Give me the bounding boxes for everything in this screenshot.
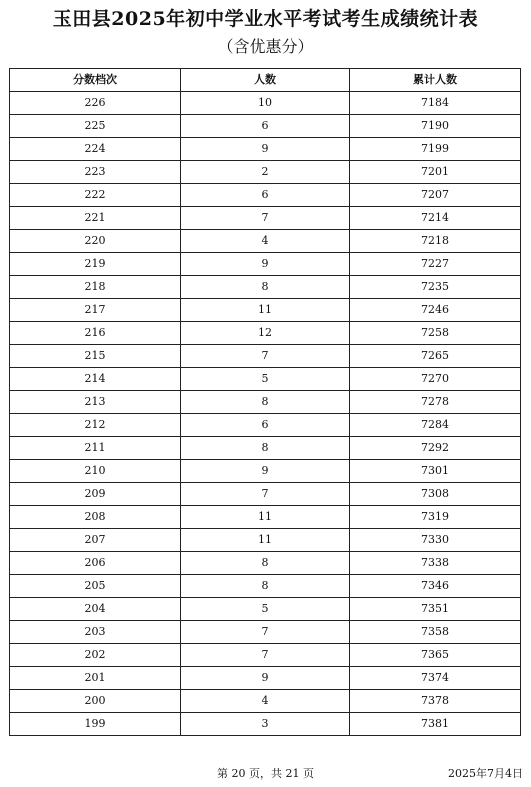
table-row [10,230,521,253]
count-cell: 9 [181,667,350,690]
count-cell: 12 [181,322,350,345]
count-cell: 5 [181,598,350,621]
score-band-cell: 210 [10,460,181,483]
table-row [10,690,521,713]
cumulative-cell: 7338 [350,552,521,575]
score-band-cell: 213 [10,391,181,414]
score-band-cell: 218 [10,276,181,299]
cumulative-cell: 7378 [350,690,521,713]
table-row [10,529,521,552]
cumulative-cell: 7184 [350,92,521,115]
table-row [10,345,521,368]
score-band-cell: 226 [10,92,181,115]
count-cell: 7 [181,621,350,644]
score-band-cell: 224 [10,138,181,161]
cumulative-cell: 7319 [350,506,521,529]
count-cell: 9 [181,460,350,483]
document-title: 玉田县2025年初中学业水平考试考生成绩统计表 [52,8,479,30]
count-cell: 11 [181,299,350,322]
cumulative-cell: 7292 [350,437,521,460]
score-band-cell: 206 [10,552,181,575]
cumulative-cell: 7365 [350,644,521,667]
table-row [10,621,521,644]
table-row [10,414,521,437]
count-cell: 9 [181,138,350,161]
count-cell: 7 [181,483,350,506]
count-cell: 10 [181,92,350,115]
score-band-cell: 208 [10,506,181,529]
score-band-cell: 216 [10,322,181,345]
count-cell: 9 [181,253,350,276]
score-band-cell: 204 [10,598,181,621]
score-band-cell: 214 [10,368,181,391]
score-band-cell: 202 [10,644,181,667]
count-cell: 11 [181,529,350,552]
score-band-cell: 201 [10,667,181,690]
score-band-cell: 200 [10,690,181,713]
score-band-cell: 211 [10,437,181,460]
table-header [10,69,521,92]
cumulative-cell: 7301 [350,460,521,483]
cumulative-cell: 7218 [350,230,521,253]
cumulative-cell: 7207 [350,184,521,207]
cumulative-cell: 7346 [350,575,521,598]
score-band-cell: 219 [10,253,181,276]
column-header-cumulative: 累计人数 [350,69,521,92]
page-number: 第 20 页，共 21 页 [217,767,314,780]
count-cell: 7 [181,644,350,667]
table-row [10,460,521,483]
table-row [10,598,521,621]
cumulative-cell: 7214 [350,207,521,230]
table-row [10,253,521,276]
cumulative-cell: 7201 [350,161,521,184]
count-cell: 7 [181,207,350,230]
table-row [10,276,521,299]
cumulative-cell: 7351 [350,598,521,621]
table-row [10,299,521,322]
cumulative-cell: 7246 [350,299,521,322]
table-body [10,92,521,736]
cumulative-cell: 7235 [350,276,521,299]
count-cell: 3 [181,713,350,736]
count-cell: 5 [181,368,350,391]
cumulative-cell: 7358 [350,621,521,644]
cumulative-cell: 7227 [350,253,521,276]
count-cell: 8 [181,552,350,575]
document-subtitle: （含优惠分） [217,37,314,56]
column-header-count: 人数 [181,69,350,92]
count-cell: 2 [181,161,350,184]
table-row [10,667,521,690]
score-band-cell: 223 [10,161,181,184]
count-cell: 6 [181,184,350,207]
count-cell: 6 [181,414,350,437]
table-row [10,138,521,161]
table-row [10,115,521,138]
table-row [10,184,521,207]
table-row [10,161,521,184]
count-cell: 8 [181,276,350,299]
footer-date: 2025年7月4日 [448,767,523,780]
table-row [10,483,521,506]
count-cell: 8 [181,575,350,598]
cumulative-cell: 7381 [350,713,521,736]
table-row [10,207,521,230]
score-band-cell: 209 [10,483,181,506]
score-band-cell: 221 [10,207,181,230]
header-row [10,69,521,92]
cumulative-cell: 7190 [350,115,521,138]
table-row [10,552,521,575]
table-row [10,713,521,736]
count-cell: 7 [181,345,350,368]
count-cell: 6 [181,115,350,138]
count-cell: 4 [181,230,350,253]
table-row [10,437,521,460]
table-row [10,368,521,391]
score-band-cell: 212 [10,414,181,437]
cumulative-cell: 7278 [350,391,521,414]
cumulative-cell: 7330 [350,529,521,552]
table-row [10,391,521,414]
cumulative-cell: 7270 [350,368,521,391]
cumulative-cell: 7199 [350,138,521,161]
table-row [10,644,521,667]
table-row [10,506,521,529]
score-band-cell: 217 [10,299,181,322]
table-row [10,575,521,598]
score-statistics-table [9,68,521,736]
score-band-cell: 207 [10,529,181,552]
score-band-cell: 199 [10,713,181,736]
score-band-cell: 215 [10,345,181,368]
score-band-cell: 222 [10,184,181,207]
score-band-cell: 203 [10,621,181,644]
column-header-score-band: 分数档次 [10,69,181,92]
cumulative-cell: 7265 [350,345,521,368]
table-row [10,92,521,115]
cumulative-cell: 7258 [350,322,521,345]
cumulative-cell: 7284 [350,414,521,437]
cumulative-cell: 7374 [350,667,521,690]
score-band-cell: 205 [10,575,181,598]
table-row [10,322,521,345]
score-band-cell: 220 [10,230,181,253]
score-band-cell: 225 [10,115,181,138]
cumulative-cell: 7308 [350,483,521,506]
count-cell: 8 [181,437,350,460]
count-cell: 4 [181,690,350,713]
count-cell: 11 [181,506,350,529]
count-cell: 8 [181,391,350,414]
